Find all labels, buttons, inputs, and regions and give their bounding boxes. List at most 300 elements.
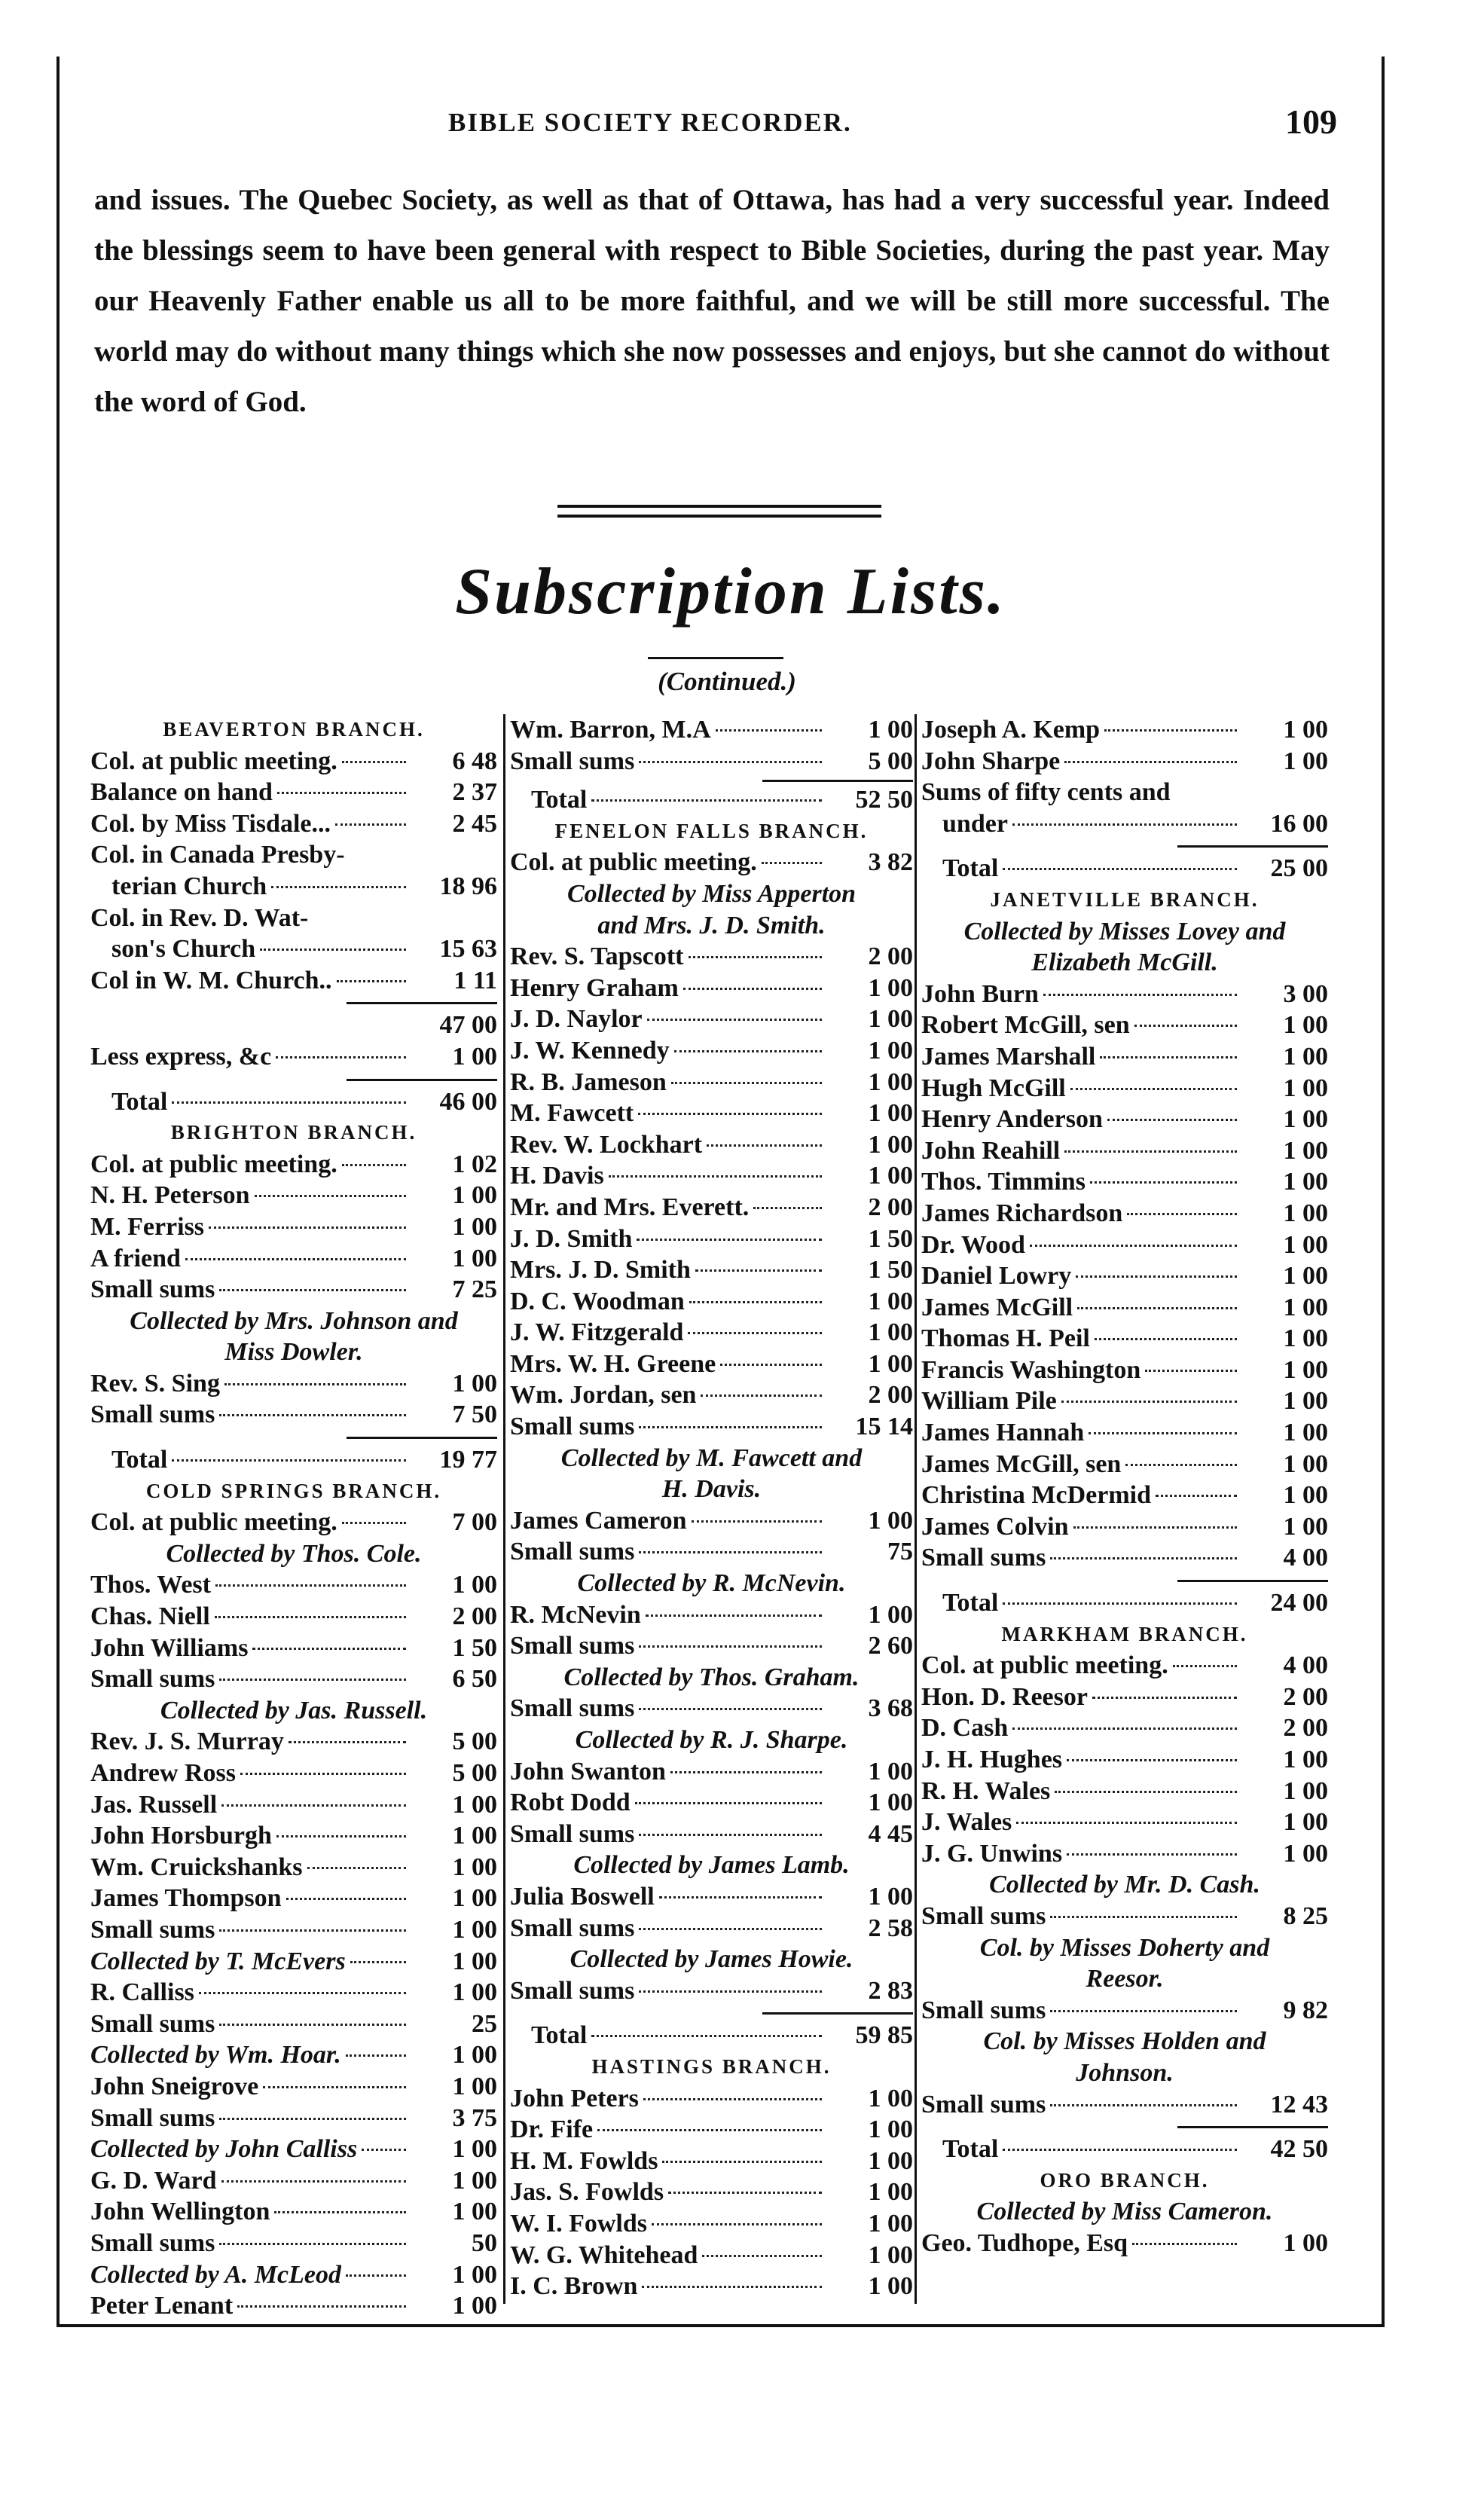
subscriber-name: Daniel Lowry: [921, 1262, 1072, 1291]
subscription-amount: 1 00: [452, 1042, 497, 1071]
subscription-entry: [90, 2134, 497, 2165]
leader-dots: [350, 1961, 406, 1963]
subscription-entry: [90, 746, 497, 777]
collector-note: Collected by Mr. D. Cash.: [989, 1871, 1260, 1899]
subscriber-name: Rev. S. Sing: [90, 1369, 220, 1398]
subscription-amount: 1 00: [452, 2292, 497, 2320]
subscription-entry: [90, 1180, 497, 1211]
leader-dots: [642, 2286, 822, 2288]
subscription-entry: [510, 1035, 913, 1067]
subscription-entry: [510, 1003, 913, 1035]
subscription-amount: 1 00: [452, 2041, 497, 2070]
subscriber-name: Rev. S. Tapscott: [510, 942, 684, 971]
leader-dots: [1012, 823, 1237, 826]
leader-dots: [702, 2255, 822, 2257]
subscription-entry: [921, 1807, 1328, 1838]
subscriber-name: Total: [942, 854, 999, 883]
subscriber-name: Robert McGill, sen: [921, 1011, 1130, 1040]
subscriber-name: N. H. Peterson: [90, 1181, 250, 1210]
subscription-entry: [921, 2089, 1328, 2121]
subscription-amount: 50: [472, 2228, 497, 2257]
subscription-entry: [90, 1633, 497, 1664]
collector-note: Collected by James Howie.: [569, 1945, 853, 1974]
subscriber-name: John Sneigrove: [90, 2072, 259, 2100]
subscription-entry: [90, 1946, 497, 1978]
subscriber-name: Balance on hand: [90, 778, 273, 807]
subscription-amount: 24 00: [1270, 1589, 1328, 1617]
subscriber-name: Small sums: [510, 1914, 635, 1942]
subscription-entry: [921, 1744, 1328, 1776]
subscription-entry: [510, 2114, 913, 2146]
subscriber-name: Hon. D. Reesor: [921, 1682, 1088, 1711]
leader-dots: [647, 1019, 822, 1021]
subscription-amount: 2 00: [868, 1381, 913, 1410]
subscription-entry: [90, 1883, 497, 1914]
subscription-entry: [921, 853, 1328, 884]
subscriber-name: Collected by A. McLeod: [90, 2260, 341, 2289]
subscriber-name: Dr. Fife: [510, 2115, 594, 2144]
subscriber-name: W. G. Whitehead: [510, 2241, 698, 2269]
leader-dots: [1077, 1307, 1237, 1309]
subscriber-name: R. Calliss: [90, 1978, 194, 2007]
subscription-entry: [510, 1286, 913, 1318]
subscriber-name: Col. at public meeting.: [510, 848, 757, 877]
leader-dots: [720, 1364, 822, 1366]
subscriber-name: Hugh McGill: [921, 1074, 1066, 1102]
subscriber-name: Andrew Ross: [90, 1759, 237, 1787]
subscription-entry: [510, 1098, 913, 1129]
subscriber-name: D. C. Woodman: [510, 1287, 685, 1315]
subscription-entry: [921, 979, 1328, 1010]
subscription-entry: [90, 1726, 497, 1758]
subscription-entry: [510, 1505, 913, 1537]
subscriber-name: R. McNevin: [510, 1600, 641, 1629]
subscription-entry: [510, 714, 913, 746]
subscriber-name: John Williams: [90, 1633, 249, 1662]
leader-dots: [219, 1289, 406, 1291]
subscription-entry: [90, 2228, 497, 2259]
subscription-column-3: [915, 714, 1328, 2304]
subscription-entry: [510, 1411, 913, 1443]
leader-dots: [362, 2149, 406, 2151]
subscription-amount: 1 00: [452, 1369, 497, 1398]
subscriber-name: Total: [942, 2135, 999, 2164]
subscription-entry: [510, 1975, 913, 2007]
subscription-entry: [90, 1758, 497, 1789]
collector-note: Col. by Misses Doherty and: [979, 1933, 1270, 1962]
subscription-entry: [921, 1449, 1328, 1480]
subscriber-name: John Wellington: [90, 2198, 270, 2226]
branch-heading: FENELON FALLS BRANCH.: [554, 819, 869, 842]
leader-dots: [1003, 2149, 1237, 2151]
subscription-amount: 1 00: [1283, 1105, 1328, 1134]
subscription-amount: 52 50: [855, 786, 913, 814]
subscription-entry: [90, 1820, 497, 1852]
subscription-amount: 1 00: [868, 2178, 913, 2207]
subscriber-name: Small sums: [90, 2228, 215, 2257]
subscription-amount: 1 00: [868, 1005, 913, 1034]
leader-dots: [252, 1648, 406, 1650]
leader-dots: [221, 1804, 406, 1807]
entry-text-line: Sums of fifty cents and: [921, 778, 1171, 807]
subscription-amount: 1 00: [868, 973, 913, 1002]
leader-dots: [215, 1584, 406, 1587]
leader-dots: [609, 1175, 822, 1178]
subscription-entry: [90, 1789, 497, 1821]
subscriber-name: Mrs. J. D. Smith: [510, 1256, 691, 1285]
leader-dots: [1073, 1526, 1238, 1529]
subscriber-name: Rev. J. S. Murray: [90, 1727, 284, 1756]
leader-dots: [1127, 1213, 1237, 1215]
leader-dots: [1003, 868, 1237, 870]
leader-dots: [1070, 1088, 1237, 1090]
leader-dots: [1156, 1495, 1237, 1497]
subscription-entry: [90, 1444, 497, 1476]
subscription-amount: 2 60: [868, 1632, 913, 1660]
subscription-amount: 1 00: [1283, 1808, 1328, 1837]
leader-dots: [271, 886, 406, 888]
subscription-amount: 9 82: [1283, 1996, 1328, 2024]
subscription-entry: [510, 2208, 913, 2240]
subscriber-name: Joseph A. Kemp: [921, 716, 1101, 744]
subscription-amount: 8 25: [1283, 1902, 1328, 1930]
leader-dots: [274, 2211, 406, 2213]
subscriber-name: W. I. Fowlds: [510, 2209, 648, 2238]
subscription-amount: 2 83: [868, 1976, 913, 2005]
collector-note: Collected by Miss Apperton: [566, 879, 857, 908]
subscription-amount: 1 00: [868, 1600, 913, 1629]
sum-rule: [90, 1431, 497, 1444]
subscriber-name: R. H. Wales: [921, 1776, 1051, 1805]
subscriber-name: Collected by Wm. Hoar.: [90, 2041, 341, 2070]
subscription-amount: 1 02: [452, 1150, 497, 1178]
leader-dots: [1104, 729, 1237, 732]
subscription-column-1: [90, 714, 497, 2322]
subscriber-name: Thos. Timmins: [921, 1168, 1086, 1196]
subscriber-name: Less express, &c: [90, 1042, 272, 1071]
subscription-amount: 1 50: [452, 1633, 497, 1662]
subscription-entry: [921, 1385, 1328, 1417]
leader-dots: [639, 761, 822, 763]
subscription-entry: [921, 1198, 1328, 1230]
subscriber-name: Thomas H. Peil: [921, 1324, 1090, 1353]
collector-note: and Mrs. J. D. Smith.: [597, 911, 826, 939]
subscriber-name: Small sums: [510, 1819, 635, 1848]
subscription-entry: [921, 2228, 1328, 2259]
subscriber-name: James Hannah: [921, 1419, 1085, 1447]
subscriber-name: James Marshall: [921, 1042, 1096, 1071]
subscriber-name: John Burn: [921, 979, 1039, 1008]
subscription-amount: 7 50: [452, 1401, 497, 1429]
subscription-entry: [90, 1149, 497, 1181]
subscription-amount: 18 96: [439, 872, 497, 900]
collector-note: Col. by Misses Holden and: [983, 2027, 1266, 2056]
leader-dots: [1089, 1432, 1237, 1434]
subscription-amount: 6 50: [452, 1665, 497, 1694]
subscription-entry: [510, 1630, 913, 1662]
subscriber-name: Henry Anderson: [921, 1105, 1103, 1134]
leader-dots: [662, 2161, 822, 2163]
subscriber-name: Col. at public meeting.: [90, 1150, 337, 1178]
subscription-entry: [510, 1787, 913, 1819]
subscription-amount: 25 00: [1270, 854, 1328, 883]
subscription-entry: [90, 2196, 497, 2228]
subscriber-name: Small sums: [921, 1902, 1046, 1930]
subscriber-name: John Horsburgh: [90, 1822, 272, 1850]
subscription-amount: 2 00: [1283, 1714, 1328, 1743]
subscriber-name: Col. at public meeting.: [921, 1651, 1168, 1680]
subscriber-name: I. C. Brown: [510, 2272, 638, 2301]
subscription-amount: 7 25: [452, 1275, 497, 1304]
subscription-amount: 47 00: [439, 1011, 497, 1040]
subscriber-name: Total: [111, 1087, 168, 1116]
subscription-amount: 1 00: [1283, 1355, 1328, 1384]
subscriber-name: R. B. Jameson: [510, 1068, 667, 1096]
subscription-amount: 1 00: [452, 1571, 497, 1599]
subscriber-name: J. D. Smith: [510, 1224, 633, 1253]
leader-dots: [1067, 1759, 1237, 1761]
subscription-entry: [921, 1355, 1328, 1386]
subscriber-name: G. D. Ward: [90, 2166, 217, 2195]
leader-dots: [1076, 1275, 1237, 1278]
subscription-entry: [921, 1417, 1328, 1449]
subscription-amount: 1 00: [868, 1287, 913, 1315]
leader-dots: [716, 729, 822, 732]
subscription-amount: 1 00: [868, 716, 913, 744]
leader-dots: [219, 2118, 406, 2120]
subscription-amount: 75: [887, 1538, 913, 1566]
leader-dots: [695, 1269, 822, 1272]
subscription-amount: 3 68: [868, 1694, 913, 1723]
subscription-amount: 1 00: [868, 2209, 913, 2238]
subscription-amount: 1 00: [452, 1181, 497, 1210]
subscription-amount: 1 00: [1283, 1293, 1328, 1321]
subscriber-name: Jas. S. Fowlds: [510, 2178, 664, 2207]
running-title: BIBLE SOCIETY RECORDER.: [448, 108, 852, 137]
subscription-entry: [90, 1852, 497, 1883]
leader-dots: [689, 1301, 822, 1303]
subscription-amount: 25: [472, 2009, 497, 2038]
subscriber-name: James Thompson: [90, 1884, 282, 1913]
subscription-amount: 1 00: [1283, 1074, 1328, 1102]
subscriber-name: Col. by Miss Tisdale...: [90, 809, 331, 838]
subscription-amount: 1 00: [1283, 1481, 1328, 1510]
leader-dots: [221, 2180, 406, 2183]
subscription-entry: [510, 1881, 913, 1913]
subscriber-name: Henry Graham: [510, 973, 679, 1002]
subscription-amount: 2 45: [452, 809, 497, 838]
subscription-entry: [90, 933, 497, 965]
subscription-amount: 1 00: [1283, 1011, 1328, 1040]
leader-dots: [219, 2243, 406, 2245]
collector-note: H. Davis.: [661, 1475, 762, 1504]
subscriber-name: J. H. Hughes: [921, 1746, 1063, 1773]
subscription-amount: 1 00: [1283, 1262, 1328, 1291]
leader-dots: [237, 2305, 406, 2308]
subscription-entry: [921, 1542, 1328, 1574]
subscription-entry: [921, 1682, 1328, 1713]
subscription-amount: 1 00: [868, 1318, 913, 1347]
leader-dots: [639, 1834, 822, 1836]
subscription-amount: 1 00: [1283, 1419, 1328, 1447]
subscription-entry: [510, 1693, 913, 1724]
subscriber-name: Small sums: [510, 1413, 635, 1441]
subscriber-name: Wm. Cruickshanks: [90, 1853, 303, 1881]
subscription-entry: [510, 746, 913, 777]
leader-dots: [635, 1802, 822, 1804]
subscription-entry: [510, 1379, 913, 1411]
subscription-amount: 1 00: [868, 1757, 913, 1785]
subscriber-name: Peter Lenant: [90, 2292, 234, 2320]
leader-dots: [276, 1056, 406, 1058]
subscriber-name: Small sums: [90, 1401, 215, 1429]
leader-dots: [1050, 1916, 1237, 1918]
subscription-amount: 3 00: [1283, 979, 1328, 1008]
leader-dots: [1043, 994, 1237, 996]
leader-dots: [1134, 1025, 1237, 1027]
leader-dots: [1012, 1727, 1237, 1730]
subscription-amount: 1 50: [868, 1256, 913, 1285]
subscription-entry: [90, 871, 497, 903]
subscription-amount: 1 00: [452, 1947, 497, 1975]
leader-dots: [639, 1708, 822, 1710]
subscription-entry: [921, 1901, 1328, 1932]
subscription-entry: [510, 2271, 913, 2302]
subscription-entry: [921, 1480, 1328, 1511]
subscriber-name: Total: [111, 1446, 168, 1474]
subscription-entry: [90, 1368, 497, 1400]
sum-rule: [921, 839, 1328, 853]
subscription-entry: [510, 2020, 913, 2051]
branch-heading: ORO BRANCH.: [1040, 2168, 1210, 2192]
leader-dots: [219, 2024, 406, 2026]
branch-heading: BEAVERTON BRANCH.: [163, 718, 425, 741]
subscription-entry: [510, 1192, 913, 1223]
branch-heading: JANETVILLE BRANCH.: [990, 887, 1260, 911]
subscription-amount: 1 00: [452, 2260, 497, 2289]
subscriber-name: under: [942, 809, 1008, 838]
subscriber-name: Wm. Barron, M.A: [510, 716, 711, 744]
subscription-amount: 1 00: [1283, 1387, 1328, 1416]
subscriber-name: Geo. Tudhope, Esq: [921, 2228, 1128, 2257]
subscription-amount: 5 00: [452, 1727, 497, 1756]
leader-dots: [1055, 1791, 1237, 1793]
subscriber-name: Robt Dodd: [510, 1789, 631, 1817]
subscription-entry: [90, 1977, 497, 2008]
sum-rule: [921, 1574, 1328, 1587]
decorative-rule: [557, 505, 881, 508]
leader-dots: [255, 1195, 406, 1197]
subscription-entry: [510, 1913, 913, 1944]
subscription-amount: 1 00: [452, 1978, 497, 2007]
leader-dots: [335, 823, 406, 826]
subscription-entry: [510, 941, 913, 973]
leader-dots: [219, 1414, 406, 1416]
subscription-entry: [90, 808, 497, 840]
subscription-entry: [921, 1135, 1328, 1167]
subscription-entry: [90, 1243, 497, 1275]
subscription-entry: [90, 2259, 497, 2291]
subscription-amount: 2 00: [1283, 1682, 1328, 1711]
collector-note: Collected by Thos. Graham.: [563, 1663, 860, 1691]
subscription-entry: [921, 746, 1328, 777]
subscription-amount: 1 00: [1283, 716, 1328, 744]
subscription-amount: 1 00: [452, 1822, 497, 1850]
subscription-entry: [90, 2008, 497, 2040]
leader-dots: [652, 2223, 822, 2225]
subscriber-name: Col. at public meeting.: [90, 1508, 337, 1537]
leader-dots: [692, 1520, 823, 1523]
subscription-amount: 4 45: [868, 1819, 913, 1848]
subscriber-name: Small sums: [510, 1632, 635, 1660]
subscription-amount: 1 00: [868, 2115, 913, 2144]
subscriber-name: Small sums: [921, 1996, 1046, 2024]
subscriber-name: James Richardson: [921, 1199, 1123, 1227]
subscription-amount: 1 00: [1283, 1168, 1328, 1196]
subscription-entry: [90, 1399, 497, 1431]
subscriber-name: Small sums: [921, 1544, 1046, 1572]
subscription-entry: [90, 1274, 497, 1306]
subscription-entry: [90, 1041, 497, 1073]
subscription-amount: 16 00: [1270, 809, 1328, 838]
subscription-entry: [510, 1067, 913, 1098]
subscriber-name: son's Church: [111, 935, 256, 964]
leader-dots: [643, 2098, 822, 2100]
subscription-amount: 1 00: [1283, 1512, 1328, 1541]
leader-dots: [1050, 1557, 1237, 1559]
subscription-entry: [510, 1223, 913, 1255]
subscriber-name: John Reahill: [921, 1136, 1061, 1165]
branch-heading: BRIGHTON BRANCH.: [170, 1121, 417, 1144]
subscription-amount: 12 43: [1270, 2090, 1328, 2118]
subscriber-name: John Sharpe: [921, 747, 1061, 775]
leader-dots: [185, 1258, 406, 1260]
subscription-entry: [921, 1838, 1328, 1870]
collector-note: Miss Dowler.: [224, 1338, 363, 1367]
leader-dots: [638, 1113, 822, 1115]
leader-dots: [762, 862, 822, 864]
subscription-entry: [921, 1323, 1328, 1355]
leader-dots: [639, 1990, 822, 1993]
subscription-amount: 4 00: [1283, 1544, 1328, 1572]
subscription-amount: 1 00: [868, 1068, 913, 1096]
subscription-entry: [921, 1995, 1328, 2027]
leader-dots: [1100, 1056, 1237, 1058]
section-title: Subscription Lists.: [455, 555, 1006, 628]
subscriber-name: J. G. Unwins: [921, 1839, 1063, 1868]
leader-dots: [683, 988, 822, 990]
subscription-amount: 2 00: [868, 1193, 913, 1221]
subscription-amount: 6 48: [452, 747, 497, 775]
leader-dots: [346, 2274, 406, 2277]
subscriber-name: J. Wales: [921, 1808, 1012, 1837]
subscription-entry: [510, 1756, 913, 1788]
leader-dots: [1003, 1602, 1237, 1605]
subscription-amount: 42 50: [1270, 2135, 1328, 2164]
subscription-amount: 1 00: [452, 1915, 497, 1944]
subscription-entry: [510, 1536, 913, 1568]
subscriber-name: Small sums: [510, 747, 635, 775]
subscription-amount: 1 00: [1283, 1449, 1328, 1478]
subscription-entry: [921, 808, 1328, 840]
leader-dots: [1064, 1150, 1237, 1153]
collector-note: Johnson.: [1076, 2058, 1174, 2087]
subscription-amount: 1 00: [868, 1882, 913, 1911]
subscription-amount: 5 00: [868, 747, 913, 775]
leader-dots: [671, 1082, 822, 1084]
subscription-amount: 1 00: [1283, 747, 1328, 775]
subscription-entry: [90, 777, 497, 808]
